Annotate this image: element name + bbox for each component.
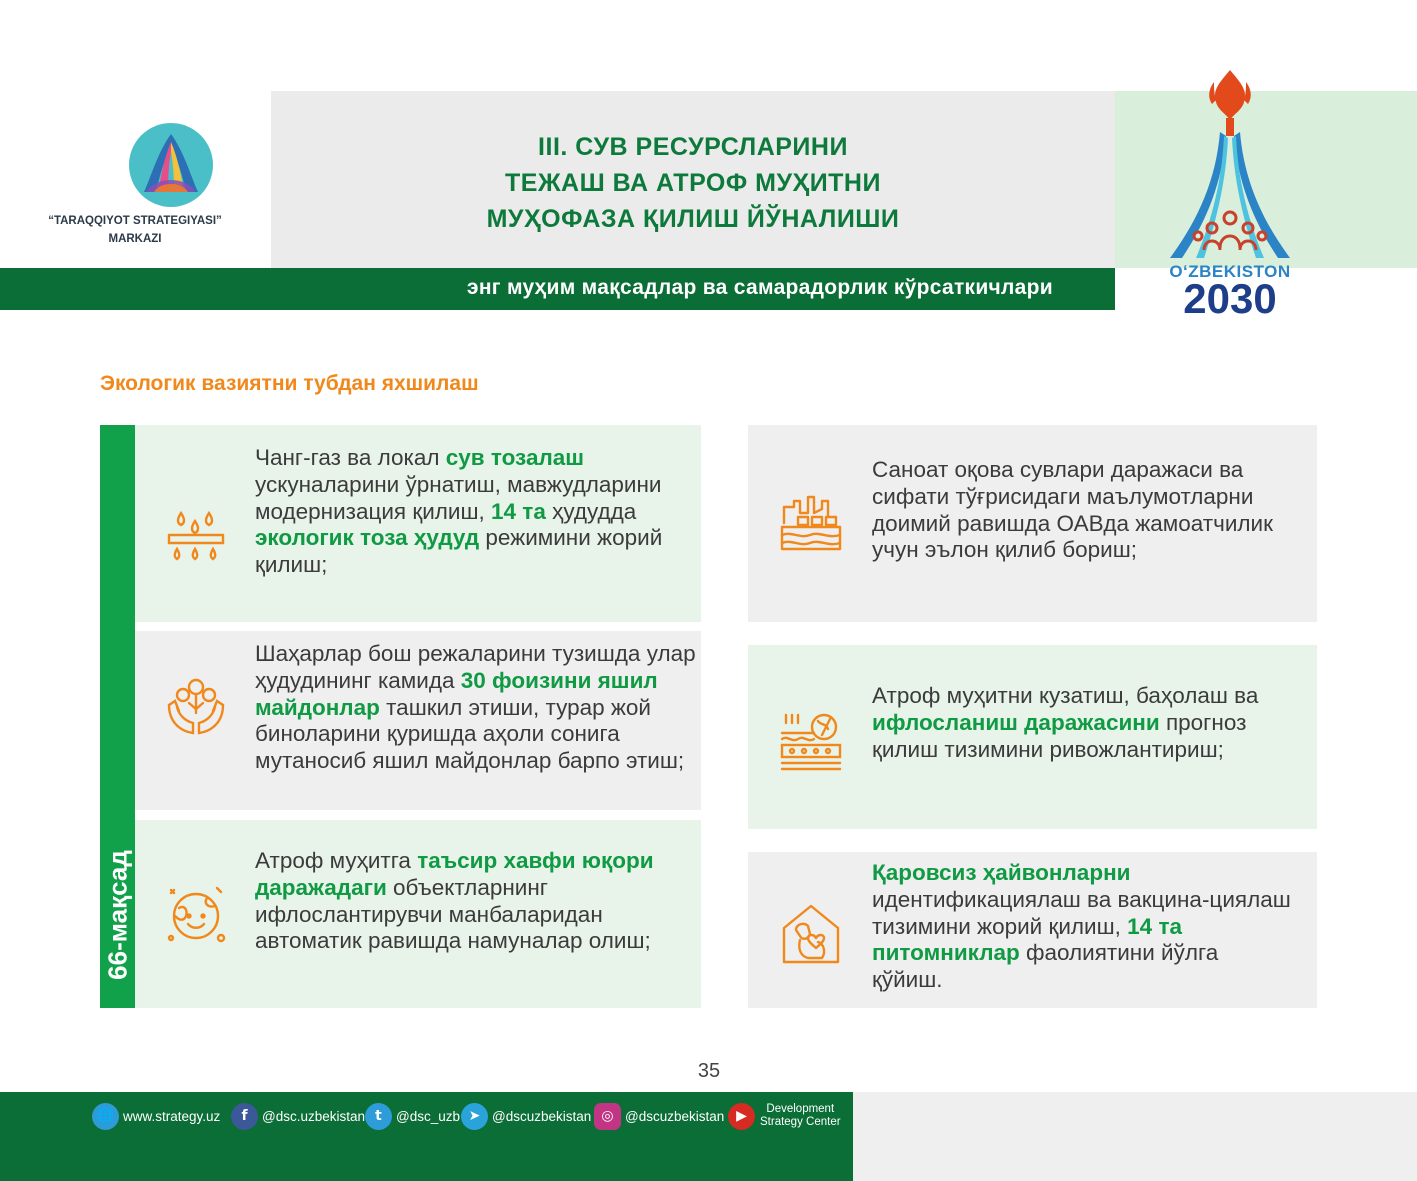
goal-card-6-text bbox=[872, 860, 1292, 994]
goal-card-5 bbox=[748, 645, 1317, 829]
goal-card-4 bbox=[748, 425, 1317, 622]
brand-word: OʻZBEKISTON bbox=[1169, 262, 1291, 281]
body-text: ташкил этиши, турар жой биноларини қуришда аҳоли сонига мутаносиб яшил майдонлар барпо этиш; bbox=[255, 694, 685, 774]
subtitle-bar bbox=[0, 268, 1115, 310]
page-title-line-1: III. СУВ РЕСУРСЛАРИНИ bbox=[538, 133, 848, 161]
footer-link-facebook[interactable] bbox=[231, 1100, 365, 1132]
highlight-text: экологик тоза ҳудуд bbox=[255, 525, 480, 551]
footer-gray-block bbox=[853, 1092, 1417, 1181]
highlight-text: таъсир хавфи юқори даражадаги bbox=[255, 848, 654, 900]
globe-icon: 🌐 bbox=[92, 1103, 119, 1130]
uzbekistan-2030-logo bbox=[1150, 70, 1320, 315]
body-text: режимини жорий қилиш; bbox=[255, 525, 663, 578]
footer-link-website[interactable] bbox=[92, 1100, 220, 1132]
org-logo-block bbox=[0, 90, 270, 268]
earth-face-icon bbox=[163, 882, 229, 948]
body-text: Чанг-газ ва локал bbox=[255, 445, 446, 470]
highlight-text: 30 фоизини яшил майдонлар bbox=[255, 667, 658, 720]
body-text: фаолиятини йўлга қўйиш. bbox=[872, 940, 1219, 993]
twitter-icon: t bbox=[365, 1103, 392, 1130]
footer-link-label: @dscuzbekistan bbox=[492, 1108, 592, 1124]
footer-link-instagram[interactable] bbox=[594, 1100, 724, 1132]
footer-link-label: @dsc_uzb bbox=[396, 1108, 460, 1124]
body-text: ускуналарини ўрнатиш, мавжудларини модернизация қилиш, bbox=[255, 471, 662, 524]
page-number: 35 bbox=[697, 1060, 721, 1082]
org-caption-line-1: “TARAQQIYOT STRATEGIYASI” bbox=[48, 215, 222, 227]
body-text: прогноз қилиш тизимини ривожлантириш; bbox=[872, 709, 1247, 762]
goal-card-3-text bbox=[255, 848, 695, 955]
taraqqiyot-emblem-icon bbox=[128, 122, 214, 208]
highlight-text: ифлосланиш даражасини bbox=[872, 709, 1160, 735]
goal-card-5-text bbox=[872, 683, 1307, 763]
body-text: Атроф муҳитга bbox=[255, 848, 418, 873]
footer-link-label: @dscuzbekistan bbox=[625, 1108, 725, 1124]
body-text: объектларнинг ифлослантирувчи манбаларидан автоматик равишда намуналар олиш; bbox=[255, 874, 651, 954]
highlight-text: сув тозалаш bbox=[445, 445, 585, 470]
footer-link-telegram[interactable] bbox=[461, 1100, 591, 1132]
flame-icon bbox=[1215, 70, 1245, 120]
goal-card-1 bbox=[135, 425, 701, 622]
youtube-icon: ▶ bbox=[728, 1103, 755, 1130]
goal-card-2 bbox=[135, 631, 701, 810]
goal-label-bar bbox=[100, 425, 135, 1008]
highlight-text: Қаровсиз ҳайвонларни bbox=[872, 860, 1131, 885]
highlight-text: 14 та bbox=[491, 498, 546, 524]
instagram-icon: ◎ bbox=[594, 1103, 621, 1130]
org-caption-line-2: MARKAZI bbox=[108, 233, 162, 245]
highlight-text: 14 та питомниклар bbox=[872, 913, 1182, 966]
youtube-channel-label: Development Strategy Center bbox=[760, 1103, 841, 1128]
footer-link-twitter[interactable] bbox=[365, 1100, 460, 1132]
footer-link-label: @dsc.uzbekistan bbox=[262, 1108, 366, 1124]
footer-link-label: www.strategy.uz bbox=[123, 1108, 221, 1124]
section-title: Экологик вазиятни тубдан яхшилаш bbox=[100, 372, 479, 395]
goal-card-1-text bbox=[255, 445, 675, 579]
body-text: Саноат оқова сувлари даражаси ва сифати тўғрисидаги маълумотларни доимий равишда ОАВда жамоатчилик учун эълон қилиб бориш; bbox=[872, 457, 1273, 563]
goal-card-4-text bbox=[872, 457, 1307, 564]
body-text: Шаҳарлар бош режаларини тузишда улар ҳудудининг камида bbox=[255, 641, 696, 693]
goal-label: 66-мақсад bbox=[102, 850, 132, 980]
animal-shelter-icon bbox=[778, 900, 844, 966]
page-title-line-2: ТЕЖАШ ВА АТРОФ МУҲИТНИ bbox=[505, 169, 881, 197]
body-text: ҳудудда bbox=[545, 498, 637, 524]
brand-year: 2030 bbox=[1183, 275, 1277, 315]
goal-card-3 bbox=[135, 820, 701, 1008]
goal-card-6 bbox=[748, 852, 1317, 1008]
pollution-monitor-icon bbox=[778, 709, 844, 775]
telegram-icon: ➤ bbox=[461, 1103, 488, 1130]
body-text: идентификациялаш ва вакцина-циялаш тизимини жорий қилиш, bbox=[872, 886, 1291, 939]
page-subtitle: энг муҳим мақсадлар ва самарадорлик кўрсаткичлари bbox=[466, 276, 1053, 299]
water-drops-icon bbox=[163, 503, 229, 569]
goal-card-2-text bbox=[255, 641, 700, 775]
body-text: Атроф муҳитни кузатиш, баҳолаш ва bbox=[872, 683, 1259, 708]
hands-plant-icon bbox=[163, 673, 229, 739]
factory-icon bbox=[778, 487, 844, 553]
facebook-icon: f bbox=[231, 1103, 258, 1130]
page-title-line-3: МУҲОФАЗА ҚИЛИШ ЙЎНАЛИШИ bbox=[486, 205, 900, 233]
footer-link-youtube[interactable] bbox=[728, 1100, 759, 1132]
title-panel bbox=[271, 91, 1115, 268]
